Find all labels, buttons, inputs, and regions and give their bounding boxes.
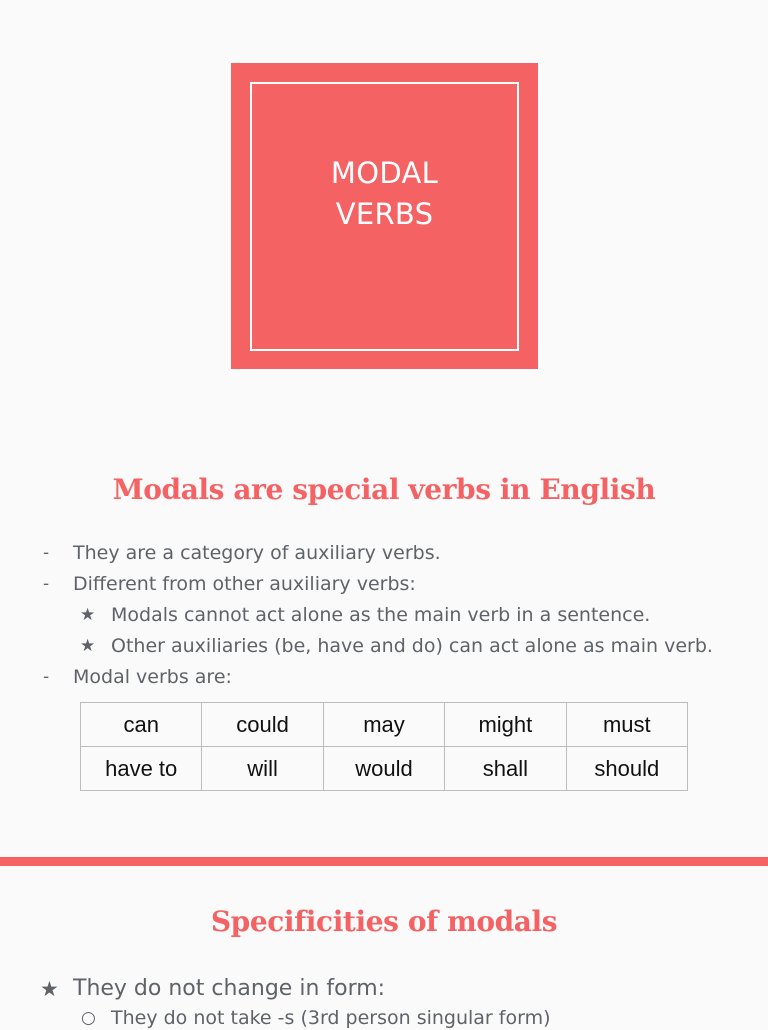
bullet-text: Modals cannot act alone as the main verb in a sentence. <box>111 604 651 626</box>
page-divider <box>0 857 768 866</box>
table-cell: would <box>323 747 444 791</box>
bullet-dash: - <box>43 543 50 563</box>
title-frame <box>250 82 519 351</box>
table-cell: should <box>566 747 687 791</box>
bullet-dash: - <box>43 574 50 594</box>
bullet-text: They are a category of auxiliary verbs. <box>73 542 441 564</box>
title-line-2: VERBS <box>335 196 434 231</box>
table-cell: could <box>202 703 323 747</box>
title-block <box>231 63 538 369</box>
table-cell: have to <box>81 747 202 791</box>
table-cell: shall <box>445 747 566 791</box>
table-row <box>81 747 688 791</box>
table-cell: can <box>81 703 202 747</box>
modal-verbs-table <box>80 702 688 791</box>
table-cell: might <box>445 703 566 747</box>
circle-bullet-icon: ○ <box>81 1008 96 1028</box>
bullet-text: They do not change in form: <box>73 976 386 1001</box>
star-icon: ★ <box>80 636 96 656</box>
table-cell: may <box>323 703 444 747</box>
table-cell: will <box>202 747 323 791</box>
section-heading-modals: Modals are special verbs in English <box>112 473 656 506</box>
bullet-text: Different from other auxiliary verbs: <box>73 573 416 595</box>
star-icon: ★ <box>80 605 96 625</box>
table-cell: must <box>566 703 687 747</box>
table-row <box>81 703 688 747</box>
star-icon: ★ <box>40 977 59 1001</box>
bullet-dash: - <box>43 667 50 687</box>
section-heading-specificities: Specificities of modals <box>210 905 558 938</box>
bullet-text: Other auxiliaries (be, have and do) can act alone as main verb. <box>111 635 713 657</box>
bullet-text: Modal verbs are: <box>73 666 232 688</box>
bullet-text: They do not take -s (3rd person singular form) <box>111 1007 551 1029</box>
title-line-1: MODAL <box>330 155 439 190</box>
